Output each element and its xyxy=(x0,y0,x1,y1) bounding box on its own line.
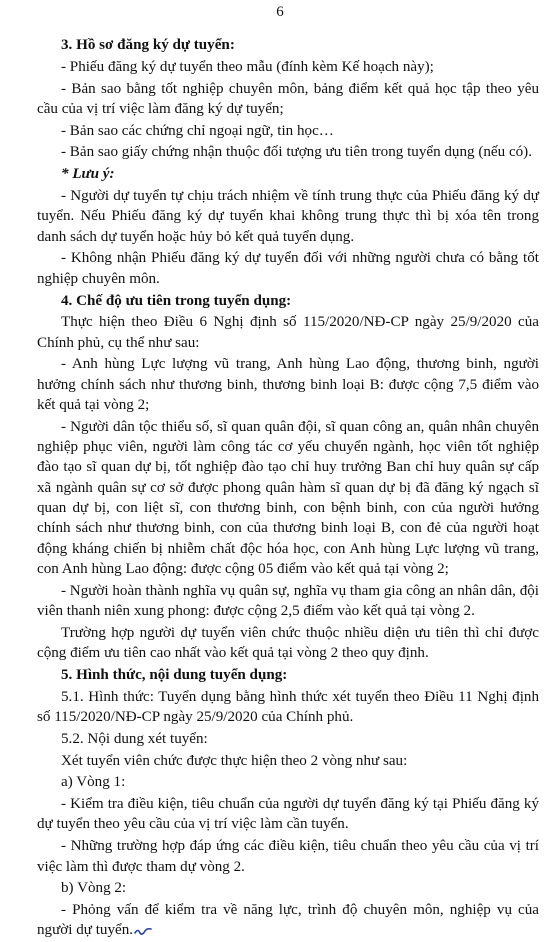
s5-content-heading: 5.2. Nội dung xét tuyển: xyxy=(61,730,208,747)
round-1-item-1: - Kiểm tra điều kiện, tiêu chuẩn của người dự tuyển đăng ký tại Phiếu đăng ký dự tuyển theo yêu cầu của vị trí việc làm cần tuyển. xyxy=(37,796,539,833)
round-2-item xyxy=(37,900,539,941)
note-heading: * Lưu ý: xyxy=(61,166,115,183)
round-1-item-2: - Những trường hợp đáp ứng các điều kiện, tiêu chuẩn theo yêu cầu của vị trí việc làm thì được tham dự vòng 2. xyxy=(37,838,539,875)
initial-mark-icon xyxy=(134,926,152,936)
section-3-heading: 3. Hồ sơ đăng ký dự tuyển: xyxy=(61,37,235,53)
s4-item-2: - Người dân tộc thiểu số, sĩ quan quân đội, sĩ quan công an, quân nhân chuyên nghiệp phục viên, người làm công tác cơ yếu chuyển ngành, học viên tốt nghiệp đào tạo sĩ quan dự bị, tốt nghiệp đào tạo chỉ huy trưởng Ban chỉ huy quân sự cấp xã ngành quân sự cơ sở được phong quân hàm sĩ quan dự bị đã đăng ký ngạch sĩ quan dự bị, con liệt sĩ, con thương binh, con bệnh binh, con của người hưởng chính sách như thương binh, con của thương binh loại B, con đẻ của người hoạt động kháng chiến bị nhiễm chất độc hóa học, con Anh hùng Lực lượng vũ trang, con Anh hùng Lao động: được cộng 05 điểm vào kết quả tại vòng 2; xyxy=(37,418,539,577)
round-2-item-text: - Phỏng vấn để kiểm tra về năng lực, trình độ chuyên môn, nghiệp vụ của người dự tuyển. xyxy=(37,902,539,939)
s5-form: 5.1. Hình thức: Tuyển dụng bằng hình thức xét tuyển theo Điều 11 Nghị định số 115/2020/NĐ-CP ngày 25/9/2020 của Chính phủ. xyxy=(37,688,539,725)
section-4-heading: 4. Chế độ ưu tiên trong tuyển dụng: xyxy=(61,292,292,309)
note-1: - Người dự tuyển tự chịu trách nhiệm về tính trung thực của Phiếu đăng ký dự tuyển. Nếu Phiếu đăng ký dự tuyển khai không trung thực thì bị xóa tên trong danh sách dự tuyển hoặc hủy bỏ kết quả tuyển dụng. xyxy=(37,188,539,245)
s3-item-4: - Bản sao giấy chứng nhận thuộc đối tượng ưu tiên trong tuyển dụng (nếu có). xyxy=(61,144,532,161)
s5-content-intro: Xét tuyển viên chức được thực hiện theo 2 vòng như sau: xyxy=(61,752,408,769)
round-1-label: a) Vòng 1: xyxy=(61,774,126,791)
s4-item-1: - Anh hùng Lực lượng vũ trang, Anh hùng Lao động, thương binh, người hưởng chính sách như thương binh, thương binh loại B: được cộng 7,5 điểm vào kết quả tại vòng 2; xyxy=(37,356,539,414)
s3-item-3: - Bản sao các chứng chỉ ngoại ngữ, tin học… xyxy=(61,122,334,139)
document-body xyxy=(37,35,539,942)
round-2-label: b) Vòng 2: xyxy=(61,880,127,897)
section-5-heading: 5. Hình thức, nội dung tuyển dụng: xyxy=(61,666,288,683)
s4-intro: Thực hiện theo Điều 6 Nghị định số 115/2020/NĐ-CP ngày 25/9/2020 của Chính phủ, cụ thể như sau: xyxy=(37,314,539,351)
page-number: 6 xyxy=(276,4,284,20)
s4-item-3: - Người hoàn thành nghĩa vụ quân sự, nghĩa vụ tham gia công an nhân dân, đội viên thanh niên xung phong: được cộng 2,5 điểm vào kết quả tại vòng 2. xyxy=(37,582,539,620)
s3-item-1: - Phiếu đăng ký dự tuyển theo mẫu (đính kèm Kế hoạch này); xyxy=(61,58,434,75)
note-2: - Không nhận Phiếu đăng ký dự tuyển đối với những người chưa có bằng tốt nghiệp chuyên môn. xyxy=(37,250,539,287)
s3-item-2: - Bản sao bằng tốt nghiệp chuyên môn, bảng điểm kết quả học tập theo yêu cầu của vị trí việc làm đăng ký dự tuyển; xyxy=(37,80,539,117)
s4-closing: Trường hợp người dự tuyển viên chức thuộc nhiều diện ưu tiên thì chỉ được cộng điểm ưu tiên cao nhất vào kết quả tại vòng 2 theo quy định. xyxy=(37,624,539,662)
